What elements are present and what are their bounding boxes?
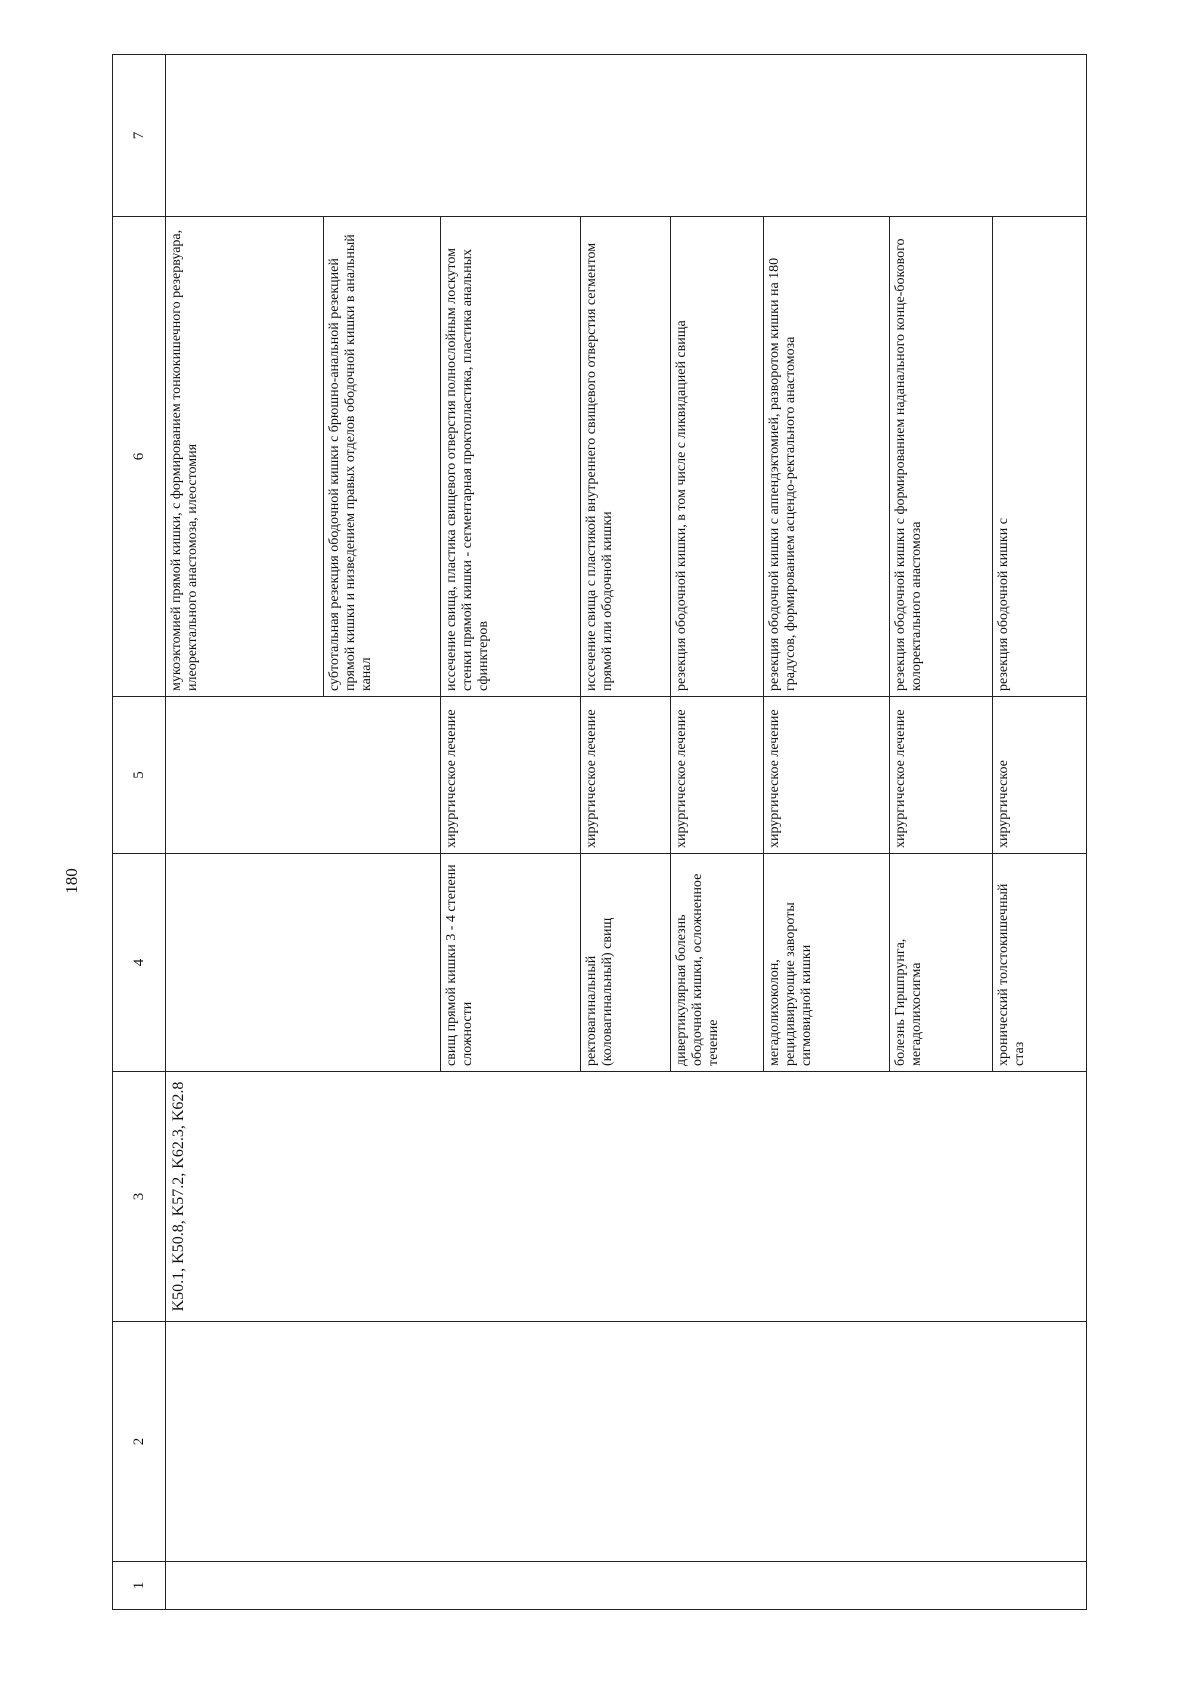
cell-col7 bbox=[166, 55, 1087, 217]
cell-method: резекция ободочной кишки с bbox=[993, 217, 1087, 697]
cell-method: резекция ободочной кишки с аппендэктомией, разворотом кишки на 180 градусов, формированием асцендо-ректального анастомоза bbox=[764, 217, 890, 697]
cell-disease: болезнь Гиршпрунга, мегадолихосигма bbox=[890, 854, 993, 1072]
cell-method: мукоэктомией прямой кишки, с формированием тонкокишечного резервуара, илеоректального анастомоза, илеостомия bbox=[166, 217, 324, 697]
cell-method: иссечение свища с пластикой внутреннего свищевого отверстия сегментом прямой или ободочной кишки bbox=[581, 217, 671, 697]
icd-codes-cell: K50.1, K50.8, K57.2, K62.3, K62.8 bbox=[166, 1072, 1087, 1322]
cell-col2 bbox=[166, 1322, 1087, 1562]
col-header-2: 2 bbox=[113, 1322, 166, 1562]
cell-method: субтотальная резекция ободочной кишки с брюшно-анальной резекцией прямой кишки и низведением правых отделов ободочной кишки в анальный канал bbox=[324, 217, 441, 697]
cell-treatment-type: хирургическое лечение bbox=[441, 697, 581, 854]
cell-disease: хронический толстокишечный стаз bbox=[993, 854, 1087, 1072]
cell-col1 bbox=[166, 1562, 1087, 1610]
cell-treatment-type: хирургическое лечение bbox=[890, 697, 993, 854]
col-header-7: 7 bbox=[113, 55, 166, 217]
treatment-table bbox=[112, 54, 1087, 1610]
cell-disease: ректовагинальный (коловагинальный) свищ bbox=[581, 854, 671, 1072]
header-row bbox=[113, 55, 166, 1610]
cell-treatment-type: хирургическое лечение bbox=[671, 697, 764, 854]
page-number: 180 bbox=[62, 868, 81, 894]
cell-treatment-type: хирургическое лечение bbox=[581, 697, 671, 854]
cell-disease: дивертикулярная болезнь ободочной кишки, осложненное течение bbox=[671, 854, 764, 1072]
cell-treatment-type: хирургическое bbox=[993, 697, 1087, 854]
cell-disease: свищ прямой кишки 3 - 4 степени сложности bbox=[441, 854, 581, 1072]
cell-treatment-type bbox=[166, 697, 441, 854]
cell-treatment-type: хирургическое лечение bbox=[764, 697, 890, 854]
col-header-5: 5 bbox=[113, 697, 166, 854]
table-row bbox=[166, 55, 324, 1610]
rotated-table-container bbox=[112, 55, 1085, 1610]
cell-method: иссечение свища, пластика свищевого отверстия полнослойным лоскутом стенки прямой кишки - сегментарная проктопластика, пластика анальных сфинктеров bbox=[441, 217, 581, 697]
col-header-1: 1 bbox=[113, 1562, 166, 1610]
col-header-3: 3 bbox=[113, 1072, 166, 1322]
col-header-4: 4 bbox=[113, 854, 166, 1072]
cell-method: резекция ободочной кишки с формированием наданального конце-бокового колоректального анастомоза bbox=[890, 217, 993, 697]
col-header-6: 6 bbox=[113, 217, 166, 697]
cell-disease: мегадолихоколон, рецидивирующие завороты сигмовидной кишки bbox=[764, 854, 890, 1072]
cell-method: резекция ободочной кишки, в том числе с ликвидацией свища bbox=[671, 217, 764, 697]
cell-disease bbox=[166, 854, 441, 1072]
